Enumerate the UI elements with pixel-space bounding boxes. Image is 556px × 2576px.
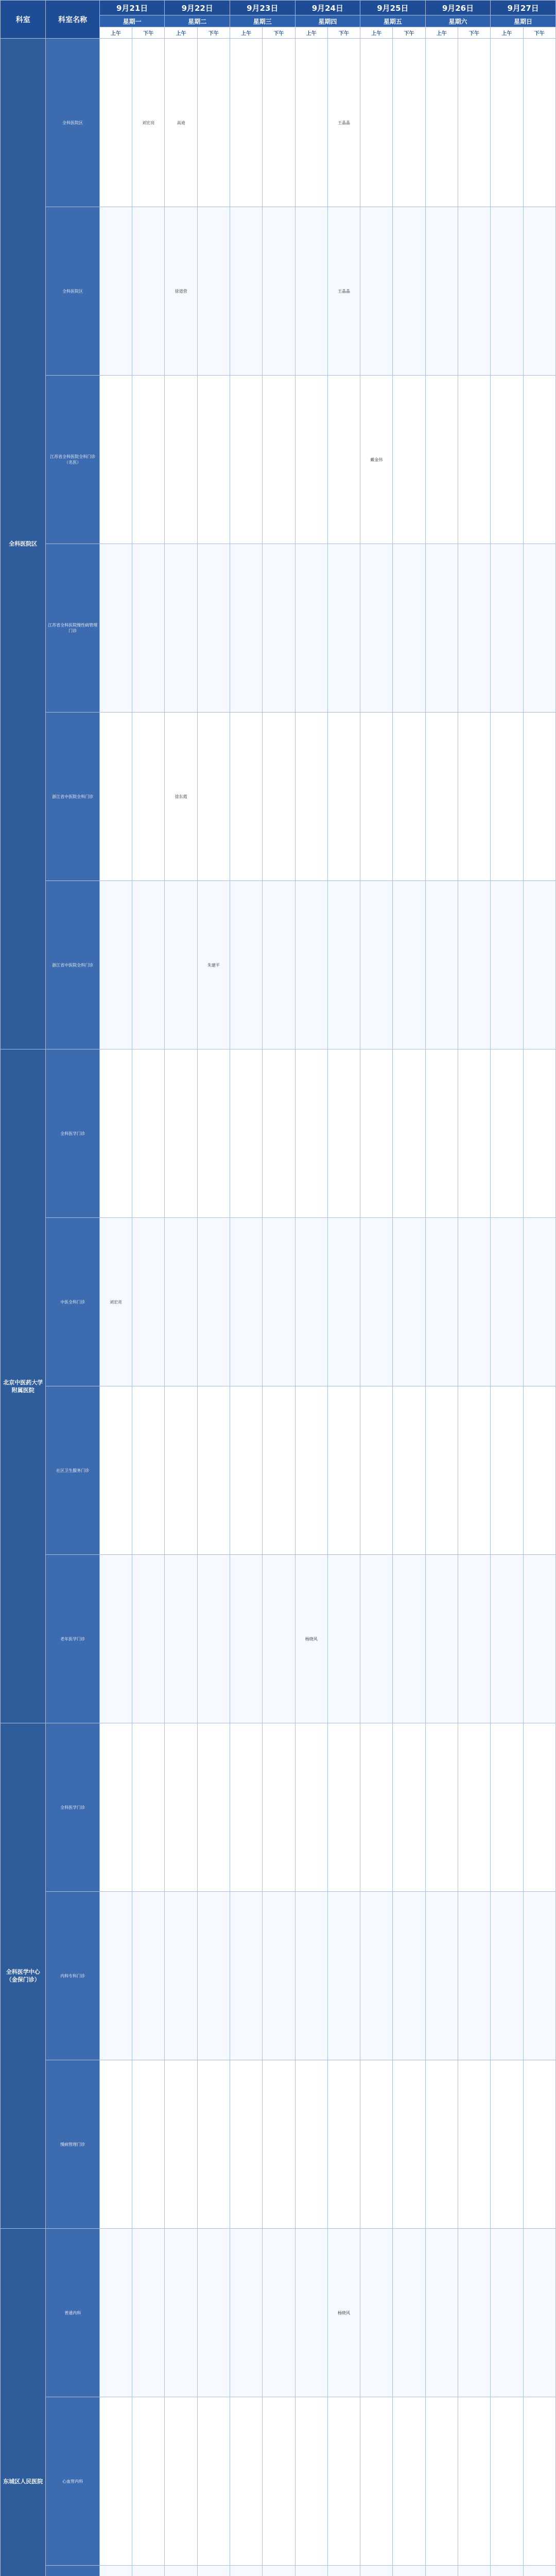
weekday-header: 星期五 <box>360 15 426 27</box>
am-doctor-cell <box>425 1555 458 1723</box>
pm-doctor-cell <box>393 207 425 376</box>
am-doctor-cell <box>295 1386 327 1555</box>
pm-header: 下午 <box>132 27 165 39</box>
am-doctor-cell <box>491 376 523 544</box>
pm-doctor-cell <box>458 1049 490 1218</box>
pm-doctor-cell <box>458 713 490 881</box>
pm-doctor-cell <box>458 1892 490 2060</box>
am-doctor-cell <box>425 1049 458 1218</box>
pm-doctor-cell <box>458 881 490 1049</box>
clinic-name: 全科医学门诊 <box>46 1723 99 1892</box>
pm-doctor-cell <box>523 1218 555 1386</box>
pm-header: 下午 <box>393 27 425 39</box>
pm-doctor-cell <box>132 2060 165 2229</box>
schedule-row <box>1 2229 556 2397</box>
pm-header: 下午 <box>458 27 490 39</box>
pm-doctor-cell <box>458 39 490 207</box>
date-header: 9月26日 <box>425 1 491 15</box>
pm-doctor-cell <box>458 2397 490 2566</box>
pm-doctor-cell <box>327 376 360 544</box>
date-header: 9月21日 <box>99 1 165 15</box>
am-doctor-cell <box>230 1555 263 1723</box>
pm-doctor-cell <box>393 1049 425 1218</box>
clinic-column-header: 科室名称 <box>46 1 99 39</box>
pm-doctor-cell <box>263 1218 295 1386</box>
am-doctor-cell <box>99 376 132 544</box>
am-doctor-cell: 杨晓风 <box>295 1555 327 1723</box>
am-doctor-cell <box>165 376 197 544</box>
pm-doctor-cell <box>197 207 230 376</box>
schedule-row <box>1 1723 556 1892</box>
am-doctor-cell <box>425 1218 458 1386</box>
date-header: 9月27日 <box>491 1 556 15</box>
pm-doctor-cell <box>197 376 230 544</box>
pm-doctor-cell <box>393 2566 425 2576</box>
am-doctor-cell <box>165 1218 197 1386</box>
am-doctor-cell <box>360 1386 393 1555</box>
weekday-header: 星期二 <box>165 15 230 27</box>
department-name: 北京中医药大学附属医院 <box>1 1049 46 1723</box>
am-doctor-cell <box>99 207 132 376</box>
pm-doctor-cell <box>393 544 425 713</box>
am-doctor-cell <box>295 2566 327 2576</box>
department-name: 全科医学中心（金保门诊） <box>1 1723 46 2229</box>
am-doctor-cell <box>230 2229 263 2397</box>
am-doctor-cell <box>295 881 327 1049</box>
pm-doctor-cell <box>393 1218 425 1386</box>
am-doctor-cell <box>165 2229 197 2397</box>
pm-doctor-cell <box>523 2229 555 2397</box>
am-doctor-cell <box>360 1218 393 1386</box>
am-doctor-cell <box>491 1723 523 1892</box>
pm-doctor-cell <box>132 1218 165 1386</box>
pm-doctor-cell <box>327 544 360 713</box>
pm-header: 下午 <box>263 27 295 39</box>
am-doctor-cell <box>491 2397 523 2566</box>
pm-doctor-cell <box>263 1049 295 1218</box>
pm-doctor-cell <box>197 2060 230 2229</box>
pm-header: 下午 <box>327 27 360 39</box>
am-doctor-cell: 高迪 <box>165 39 197 207</box>
schedule-body <box>1 39 556 2576</box>
pm-doctor-cell <box>197 1218 230 1386</box>
pm-doctor-cell <box>458 1386 490 1555</box>
am-doctor-cell <box>425 376 458 544</box>
am-doctor-cell <box>425 713 458 881</box>
am-doctor-cell <box>425 2566 458 2576</box>
pm-doctor-cell <box>263 881 295 1049</box>
am-doctor-cell <box>230 2566 263 2576</box>
am-doctor-cell <box>425 1723 458 1892</box>
am-doctor-cell <box>295 544 327 713</box>
schedule-header <box>1 1 556 39</box>
pm-doctor-cell <box>523 2397 555 2566</box>
pm-doctor-cell: 王晶晶 <box>327 39 360 207</box>
am-doctor-cell <box>425 2060 458 2229</box>
date-row <box>1 1 556 15</box>
clinic-name: 慢病管理门诊 <box>46 2060 99 2229</box>
am-doctor-cell <box>425 207 458 376</box>
pm-doctor-cell <box>458 207 490 376</box>
pm-doctor-cell <box>327 2060 360 2229</box>
pm-doctor-cell <box>458 1723 490 1892</box>
clinic-name: 内科专科门诊 <box>46 1892 99 2060</box>
pm-doctor-cell <box>197 1555 230 1723</box>
clinic-name <box>46 2566 99 2576</box>
am-header: 上午 <box>295 27 327 39</box>
am-doctor-cell: 徐东霞 <box>165 713 197 881</box>
pm-doctor-cell <box>263 376 295 544</box>
pm-doctor-cell <box>132 376 165 544</box>
pm-doctor-cell <box>523 2566 555 2576</box>
pm-doctor-cell <box>523 1723 555 1892</box>
am-doctor-cell <box>230 376 263 544</box>
clinic-name: 全科医学门诊 <box>46 1049 99 1218</box>
pm-doctor-cell <box>132 544 165 713</box>
clinic-name: 社区卫生服务门诊 <box>46 1386 99 1555</box>
pm-doctor-cell <box>132 207 165 376</box>
pm-doctor-cell <box>523 1892 555 2060</box>
am-doctor-cell <box>295 1218 327 1386</box>
am-doctor-cell <box>491 881 523 1049</box>
pm-doctor-cell <box>523 39 555 207</box>
am-doctor-cell <box>491 1218 523 1386</box>
pm-doctor-cell <box>458 2229 490 2397</box>
pm-doctor-cell <box>132 2566 165 2576</box>
pm-doctor-cell <box>197 713 230 881</box>
am-doctor-cell <box>360 544 393 713</box>
schedule-row <box>1 544 556 713</box>
clinic-name: 老年医学门诊 <box>46 1555 99 1723</box>
am-doctor-cell <box>230 2060 263 2229</box>
pm-doctor-cell <box>393 713 425 881</box>
am-doctor-cell <box>99 1049 132 1218</box>
am-doctor-cell <box>99 544 132 713</box>
department-name: 东城区人民医院 <box>1 2229 46 2576</box>
pm-doctor-cell <box>263 1555 295 1723</box>
pm-doctor-cell <box>263 1892 295 2060</box>
am-doctor-cell <box>491 544 523 713</box>
weekday-header: 星期六 <box>425 15 491 27</box>
pm-doctor-cell <box>523 2060 555 2229</box>
am-doctor-cell <box>360 2060 393 2229</box>
pm-header: 下午 <box>523 27 555 39</box>
pm-doctor-cell <box>263 2566 295 2576</box>
am-doctor-cell <box>295 1723 327 1892</box>
date-header: 9月24日 <box>295 1 360 15</box>
schedule-row <box>1 2397 556 2566</box>
dept-column-header: 科室 <box>1 1 46 39</box>
am-doctor-cell <box>165 1386 197 1555</box>
am-doctor-cell <box>360 1049 393 1218</box>
clinic-name: 浙江省中医院全科门诊 <box>46 881 99 1049</box>
am-doctor-cell <box>360 2229 393 2397</box>
schedule-row <box>1 207 556 376</box>
am-doctor-cell <box>360 207 393 376</box>
am-header: 上午 <box>230 27 263 39</box>
pm-doctor-cell <box>197 2229 230 2397</box>
pm-doctor-cell <box>327 2566 360 2576</box>
pm-doctor-cell <box>523 713 555 881</box>
schedule-row <box>1 2566 556 2576</box>
am-doctor-cell <box>99 2229 132 2397</box>
pm-doctor-cell: 朱建平 <box>197 881 230 1049</box>
pm-doctor-cell <box>197 1723 230 1892</box>
pm-doctor-cell <box>263 1723 295 1892</box>
am-doctor-cell: 刘宏亮 <box>99 1218 132 1386</box>
pm-doctor-cell: 王晶晶 <box>327 207 360 376</box>
am-header: 上午 <box>360 27 393 39</box>
pm-doctor-cell <box>327 1555 360 1723</box>
am-doctor-cell <box>99 2397 132 2566</box>
pm-doctor-cell <box>132 2229 165 2397</box>
am-doctor-cell <box>360 713 393 881</box>
am-doctor-cell <box>295 376 327 544</box>
pm-doctor-cell <box>263 2229 295 2397</box>
pm-doctor-cell <box>263 39 295 207</box>
am-doctor-cell <box>230 1049 263 1218</box>
pm-doctor-cell <box>197 1386 230 1555</box>
department-name: 全科医院区 <box>1 39 46 1049</box>
weekday-header: 星期三 <box>230 15 296 27</box>
pm-doctor-cell <box>327 1892 360 2060</box>
am-doctor-cell <box>491 713 523 881</box>
am-doctor-cell <box>165 2397 197 2566</box>
pm-doctor-cell <box>327 713 360 881</box>
am-doctor-cell <box>425 1386 458 1555</box>
am-doctor-cell <box>165 544 197 713</box>
pm-doctor-cell <box>458 2060 490 2229</box>
am-doctor-cell <box>99 1723 132 1892</box>
pm-doctor-cell <box>197 2566 230 2576</box>
pm-doctor-cell <box>263 2060 295 2229</box>
am-doctor-cell <box>99 881 132 1049</box>
pm-doctor-cell: 杨晓风 <box>327 2229 360 2397</box>
pm-doctor-cell <box>197 1892 230 2060</box>
am-header: 上午 <box>425 27 458 39</box>
am-header: 上午 <box>99 27 132 39</box>
am-doctor-cell <box>425 39 458 207</box>
pm-doctor-cell <box>458 2566 490 2576</box>
am-doctor-cell <box>165 1555 197 1723</box>
am-doctor-cell <box>295 207 327 376</box>
am-doctor-cell <box>230 713 263 881</box>
pm-doctor-cell <box>327 1386 360 1555</box>
am-doctor-cell <box>230 2397 263 2566</box>
am-doctor-cell <box>230 1892 263 2060</box>
pm-doctor-cell <box>197 1049 230 1218</box>
schedule-row <box>1 881 556 1049</box>
am-doctor-cell <box>491 2229 523 2397</box>
pm-doctor-cell <box>327 1723 360 1892</box>
am-doctor-cell <box>165 1049 197 1218</box>
pm-doctor-cell <box>132 1555 165 1723</box>
pm-doctor-cell <box>393 1723 425 1892</box>
am-doctor-cell <box>491 2060 523 2229</box>
pm-doctor-cell <box>327 1218 360 1386</box>
pm-doctor-cell <box>458 544 490 713</box>
am-doctor-cell <box>99 1555 132 1723</box>
am-doctor-cell <box>295 2229 327 2397</box>
am-doctor-cell <box>230 39 263 207</box>
am-doctor-cell <box>360 1555 393 1723</box>
pm-doctor-cell <box>458 376 490 544</box>
am-doctor-cell <box>360 881 393 1049</box>
pm-doctor-cell <box>197 544 230 713</box>
schedule-row <box>1 39 556 207</box>
am-doctor-cell <box>99 39 132 207</box>
pm-doctor-cell <box>393 1386 425 1555</box>
weekday-header: 星期日 <box>491 15 556 27</box>
pm-doctor-cell <box>393 881 425 1049</box>
am-doctor-cell <box>165 2566 197 2576</box>
pm-doctor-cell <box>523 207 555 376</box>
pm-doctor-cell <box>458 1555 490 1723</box>
am-doctor-cell <box>99 2566 132 2576</box>
pm-doctor-cell <box>393 2060 425 2229</box>
pm-doctor-cell <box>132 713 165 881</box>
clinic-name: 全科医院区 <box>46 207 99 376</box>
pm-doctor-cell <box>393 1892 425 2060</box>
am-doctor-cell <box>99 2060 132 2229</box>
pm-doctor-cell <box>393 39 425 207</box>
clinic-name: 江苏省全科医院慢性病管理门诊 <box>46 544 99 713</box>
am-doctor-cell <box>425 1892 458 2060</box>
am-doctor-cell <box>230 1723 263 1892</box>
pm-doctor-cell <box>263 1386 295 1555</box>
am-doctor-cell <box>491 1386 523 1555</box>
schedule-row <box>1 1892 556 2060</box>
am-doctor-cell <box>295 39 327 207</box>
clinic-name: 普通内科 <box>46 2229 99 2397</box>
am-doctor-cell <box>230 544 263 713</box>
date-header: 9月23日 <box>230 1 296 15</box>
am-header: 上午 <box>491 27 523 39</box>
pm-doctor-cell <box>327 2397 360 2566</box>
pm-doctor-cell <box>263 544 295 713</box>
clinic-name: 心血管内科 <box>46 2397 99 2566</box>
am-doctor-cell <box>165 1892 197 2060</box>
date-header: 9月22日 <box>165 1 230 15</box>
pm-doctor-cell <box>523 881 555 1049</box>
pm-doctor-cell <box>523 1049 555 1218</box>
pm-doctor-cell <box>132 1049 165 1218</box>
am-doctor-cell <box>165 1723 197 1892</box>
pm-doctor-cell <box>132 881 165 1049</box>
pm-header: 下午 <box>197 27 230 39</box>
pm-doctor-cell <box>523 1386 555 1555</box>
pm-doctor-cell <box>327 1049 360 1218</box>
am-doctor-cell <box>491 1049 523 1218</box>
am-doctor-cell <box>491 39 523 207</box>
schedule-row <box>1 713 556 881</box>
am-doctor-cell <box>295 1049 327 1218</box>
schedule-row <box>1 376 556 544</box>
pm-doctor-cell <box>132 1386 165 1555</box>
weekday-header: 星期一 <box>99 15 165 27</box>
am-doctor-cell <box>360 39 393 207</box>
pm-doctor-cell <box>393 2229 425 2397</box>
am-doctor-cell <box>360 1892 393 2060</box>
am-doctor-cell <box>99 713 132 881</box>
schedule-row <box>1 1555 556 1723</box>
pm-doctor-cell <box>523 544 555 713</box>
am-doctor-cell <box>295 1892 327 2060</box>
pm-doctor-cell: 刘宏亮 <box>132 39 165 207</box>
weekday-header: 星期四 <box>295 15 360 27</box>
am-doctor-cell <box>295 2397 327 2566</box>
am-doctor-cell <box>425 2229 458 2397</box>
am-doctor-cell <box>99 1892 132 2060</box>
am-doctor-cell <box>99 1386 132 1555</box>
pm-doctor-cell <box>263 2397 295 2566</box>
pm-doctor-cell <box>132 1892 165 2060</box>
am-header: 上午 <box>165 27 197 39</box>
pm-doctor-cell <box>458 1218 490 1386</box>
pm-doctor-cell <box>197 39 230 207</box>
am-doctor-cell <box>491 1892 523 2060</box>
clinic-name: 中医全科门诊 <box>46 1218 99 1386</box>
am-doctor-cell <box>491 2566 523 2576</box>
schedule-row <box>1 1218 556 1386</box>
pm-doctor-cell <box>197 2397 230 2566</box>
pm-doctor-cell <box>523 1555 555 1723</box>
am-doctor-cell <box>295 2060 327 2229</box>
pm-doctor-cell <box>393 1555 425 1723</box>
am-doctor-cell <box>491 1555 523 1723</box>
am-doctor-cell <box>230 881 263 1049</box>
am-doctor-cell: 徐道营 <box>165 207 197 376</box>
am-doctor-cell <box>230 207 263 376</box>
pm-doctor-cell <box>132 1723 165 1892</box>
am-doctor-cell <box>425 544 458 713</box>
am-doctor-cell <box>295 713 327 881</box>
pm-doctor-cell <box>263 713 295 881</box>
am-doctor-cell <box>165 881 197 1049</box>
schedule-row <box>1 2060 556 2229</box>
am-doctor-cell <box>230 1386 263 1555</box>
schedule-row <box>1 1386 556 1555</box>
pm-doctor-cell <box>132 2397 165 2566</box>
pm-doctor-cell <box>263 207 295 376</box>
clinic-name: 江苏省全科医院全科门诊（名医） <box>46 376 99 544</box>
clinic-name: 浙江省中医院全科门诊 <box>46 713 99 881</box>
am-doctor-cell <box>491 207 523 376</box>
am-doctor-cell <box>360 2566 393 2576</box>
am-doctor-cell <box>230 1218 263 1386</box>
schedule-row <box>1 1049 556 1218</box>
am-doctor-cell <box>360 2397 393 2566</box>
clinic-name: 全科医院区 <box>46 39 99 207</box>
pm-doctor-cell <box>393 2397 425 2566</box>
am-doctor-cell <box>165 2060 197 2229</box>
date-header: 9月25日 <box>360 1 426 15</box>
pm-doctor-cell <box>327 881 360 1049</box>
am-doctor-cell <box>425 2397 458 2566</box>
am-doctor-cell: 戴金伟 <box>360 376 393 544</box>
am-doctor-cell <box>360 1723 393 1892</box>
pm-doctor-cell <box>523 376 555 544</box>
am-doctor-cell <box>425 881 458 1049</box>
pm-doctor-cell <box>393 376 425 544</box>
